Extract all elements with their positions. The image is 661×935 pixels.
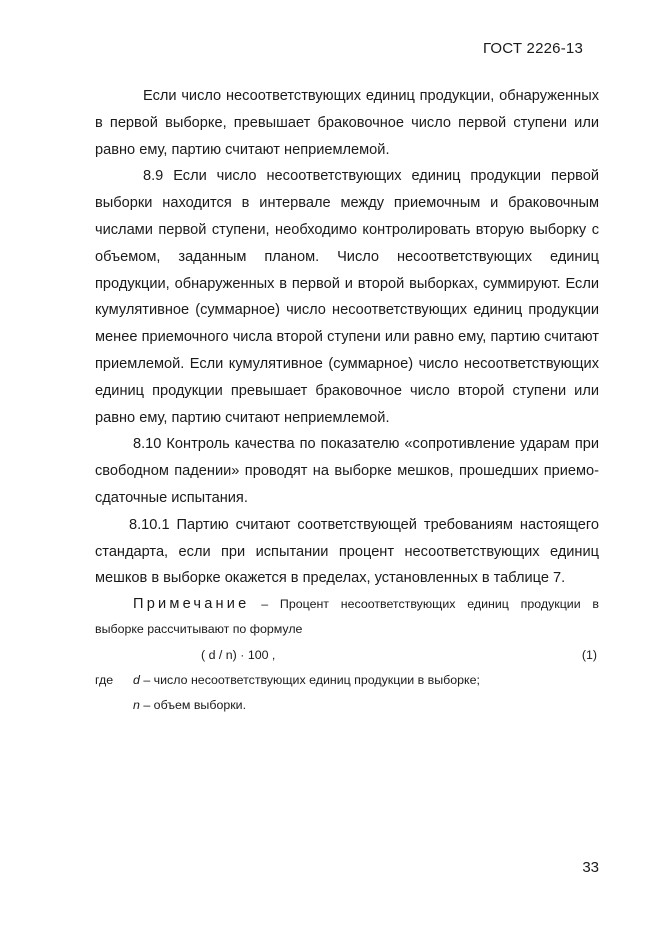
percent-formula: ( d / n) · 100 , <box>201 647 276 662</box>
page-body <box>95 83 599 718</box>
note-block <box>95 592 599 642</box>
paragraph-8-10: 8.10 Контроль качества по показателю «сопротивление ударам при свободном падении» проводят на выборке мешков, прошедших приемо-сдаточные испытания. <box>95 436 599 506</box>
page-number: 33 <box>582 859 599 876</box>
n-definition: – объем выборки. <box>139 697 247 712</box>
note-text: – Процент несоответствующих единиц продукции в выборке рассчитывают по формуле <box>95 597 599 637</box>
formula-row <box>95 643 599 668</box>
n-symbol: n <box>133 697 140 712</box>
d-symbol: d <box>133 672 140 687</box>
d-definition: – число несоответствующих единиц продукции в выборке; <box>139 672 480 687</box>
paragraph-8-9: 8.9 Если число несоответствующих единиц продукции первой выборки находится в интервале между приемочным и браковочным числами первой ступени, необходимо контролировать вторую выборку с объемом, заданным планом. Число несоответствующих единиц продукции, обнаруженных в первой и второй выборках, суммируют. Если кумулятивное (суммарное) число несоответствующих единиц продукции менее приемочного числа второй ступени или равно ему, партию считают приемлемой. Если кумулятивное (суммарное) число несоответствующих единиц продукции превышает браковочное число второй ступени или равно ему, партию считают неприемлемой. <box>95 168 599 426</box>
paragraph-first-sample-rejection: Если число несоответствующих единиц продукции, обнаруженных в первой выборке, превышает браковочное число первой ступени или равно ему, партию считают неприемлемой. <box>95 88 599 158</box>
where-word: где <box>95 672 114 687</box>
paragraph-8-10-1: 8.10.1 Партию считают соответствующей требованиям настоящего стандарта, если при испытании процент несоответствующих единиц мешков в выборке окажется в пределах, установленных в таблице 7. <box>95 516 599 587</box>
where-d-row <box>95 668 599 693</box>
document-code: ГОСТ 2226-13 <box>482 40 583 57</box>
formula-number: (1) <box>581 647 597 662</box>
where-n-row <box>95 693 599 718</box>
note-label: Примечание <box>133 596 250 613</box>
